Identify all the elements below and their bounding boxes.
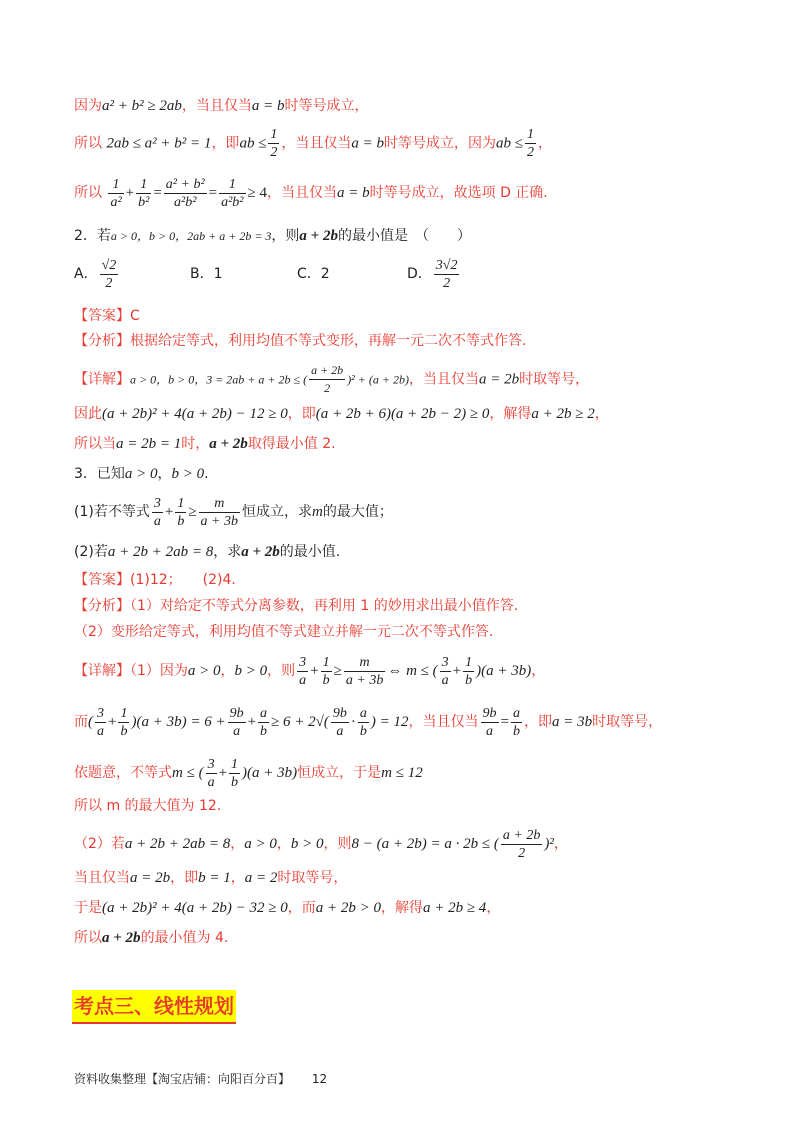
formula: b > 0 — [290, 836, 324, 852]
formula: (a + 2b + 6)(a + 2b − 2) ≥ 0 — [315, 406, 490, 422]
text: ，当且仅当 — [281, 135, 352, 152]
fraction: $\frac{1}{\text{b²}}$ — [138, 176, 150, 210]
fraction: $\frac{1}{2}$ — [527, 127, 535, 160]
formula: (a + 2b)² + 4(a + 2b) − 32 ≥ 0 — [102, 900, 288, 916]
formula: ab ≤ — [239, 135, 267, 152]
text: ，即 — [211, 135, 240, 152]
text: ， — [276, 836, 291, 852]
text: 时等号成立，因为 — [384, 135, 497, 152]
text: ，解得 — [380, 900, 423, 916]
text: 2．若 — [74, 228, 111, 244]
formula: a + 2b ≥ 4 — [422, 900, 487, 916]
text: 所以 — [74, 185, 102, 201]
text: 时取等号， — [277, 870, 348, 886]
fraction: $\frac{1}{b}$ — [465, 654, 473, 688]
text: 的最小值是 （ ） — [337, 228, 471, 244]
fraction: $\frac{1}{b}$ — [231, 756, 239, 790]
text: . — [204, 466, 209, 482]
fraction: $\frac{a + 2b}{2}$ — [311, 363, 344, 395]
text: 恒成立，于是 — [297, 765, 382, 781]
text: （2）若 — [74, 836, 125, 852]
answer-3: 【答案】(1)12； (2)4. — [74, 572, 236, 588]
text: 时取等号， — [592, 714, 663, 730]
text: ，求 — [213, 544, 242, 560]
question-3-part-1: (1)若不等式 $\frac{3}{a}$ + $\frac{1}{b}$ ≥ $\frac{m}{a + 3b}$ 恒成立，求m的最大值； — [74, 495, 393, 529]
text: 取得最小值 2. — [247, 436, 336, 452]
detail-3-line-2: 而( $\frac{3}{a}$ + $\frac{1}{b}$ )(a + 3b) = 6 + $\frac{9b}{a}$ + $\frac{a}{b}$ ≥ 6 + 2√( $\frac{9b}{a}$ · $\frac{a}{b}$ ) = 12，当且仅当 $\frac{9b}{a}$ = $\frac{a}{b}$ ，即a = 3b时取等号， — [74, 705, 663, 739]
text: 时取等号， — [519, 371, 590, 388]
text: 依题意，不等式 — [74, 765, 172, 781]
formula: b = 1 — [198, 870, 231, 886]
text: (2)若 — [74, 544, 108, 560]
formula: a + 2b + 2ab = 8 — [124, 836, 231, 852]
formula: a = 3b — [551, 714, 593, 730]
formula: a > 0 — [187, 663, 221, 679]
footer-text: 资料收集整理【淘宝店铺：向阳百分百】 — [74, 1072, 291, 1086]
text: ，则 — [323, 836, 352, 852]
detail-3-line-8 — [74, 928, 740, 948]
fraction: $\frac{9b}{a}$ — [229, 705, 244, 739]
text: 时等号成立，故选项 D 正确. — [369, 185, 548, 201]
detail-3-line-7 — [74, 898, 740, 918]
text: 时， — [181, 436, 210, 452]
detail-3-line-6 — [74, 868, 740, 888]
option-a: A． — [74, 266, 98, 282]
formula: m — [312, 504, 323, 520]
solution-line-1 — [74, 96, 740, 116]
fraction: $\frac{m}{a + 3b}$ — [200, 495, 238, 529]
text: ，则 — [271, 228, 300, 244]
question-3-part-2 — [74, 542, 740, 562]
analysis-3: 【分析】（1）对给定不等式分离参数，再利用 1 的妙用求出最小值作答. — [74, 598, 519, 614]
text: 所以当 — [74, 436, 116, 452]
detail-3-line-4: 所以 m 的最大值为 12. — [74, 798, 222, 814]
formula: a = b — [251, 98, 285, 114]
formula: 2ab ≤ a² + b² = 1 — [106, 135, 212, 152]
text: ，而 — [287, 900, 316, 916]
detail-3-line-1: 【详解】（1）因为a > 0，b > 0，则 $\frac{3}{a}$ + $\frac{1}{b}$ ≥ $\frac{m}{a + 3b}$ ⇔ m ≤ ( $\frac{3}{a}$ + $\frac{1}{b}$ )(a + 3b)， — [74, 654, 546, 688]
fraction: $\frac{3}{a}$ — [441, 654, 449, 688]
question-2 — [74, 226, 740, 246]
formula: a = 2b — [130, 870, 171, 886]
detail-2-line-2 — [74, 404, 740, 424]
text: ，即 — [170, 870, 199, 886]
option-c: C．2 — [297, 266, 330, 282]
detail-2-line-3 — [74, 434, 740, 454]
text: ，即 — [523, 714, 552, 730]
text: 当且仅当 — [74, 870, 130, 886]
text: 的最大值； — [322, 504, 393, 520]
text: ， — [531, 663, 546, 679]
formula: a > 0 — [124, 466, 158, 482]
text: ，当且仅当 — [181, 98, 252, 114]
formula: a = 2b = 1 — [116, 436, 182, 452]
text: 恒成立，求 — [242, 504, 312, 520]
formula: a + 2b + 2ab = 8 — [107, 544, 214, 560]
text: 于是 — [74, 900, 102, 916]
text: 的最小值为 4. — [140, 930, 229, 946]
fraction: $\frac{3}{a}$ — [299, 654, 307, 688]
text: ， — [230, 870, 245, 886]
formula: a > 0，b > 0，3 = 2ab + a + 2b ≤ ( — [130, 372, 308, 387]
formula: a + 2b — [241, 544, 280, 560]
formula: (a + 2b)² + 4(a + 2b) − 12 ≥ 0 — [102, 406, 288, 422]
fraction: $\frac{1}{2}$ — [270, 127, 278, 160]
formula: b > 0 — [234, 663, 268, 679]
fraction: $\frac{3}{a}$ — [153, 495, 161, 529]
text: ， — [220, 663, 235, 679]
formula: ab ≤ — [496, 135, 524, 152]
solution-line-2 — [74, 126, 740, 161]
text: 的最小值. — [279, 544, 341, 560]
formula: a = 2b — [478, 371, 520, 388]
text: 时等号成立， — [284, 98, 369, 114]
text: ，当且仅当 — [267, 185, 337, 201]
detail-3-line-3: 依题意，不等式m ≤ ( $\frac{3}{a}$ + $\frac{1}{b}$ )(a + 3b)恒成立，于是m ≤ 12 — [74, 756, 423, 790]
option-b: B．1 — [190, 266, 223, 282]
question-3 — [74, 464, 740, 484]
page-number: 12 — [311, 1072, 328, 1086]
fraction: $\frac{a}{b}$ — [359, 705, 367, 739]
formula: a = 2 — [244, 870, 278, 886]
text: 因此 — [74, 406, 102, 422]
formula: a = b — [351, 135, 385, 152]
formula: a + 2b — [102, 930, 141, 946]
formula: b > 0 — [171, 466, 205, 482]
text: 因为 — [74, 98, 102, 114]
fraction: $\frac{√2}{2}$ — [101, 257, 117, 291]
fraction: $\frac{1}{b}$ — [120, 705, 128, 739]
formula: )² + (a + 2b) — [347, 372, 409, 387]
fraction: $\frac{1}{b}$ — [322, 654, 330, 688]
analysis-2: 【分析】根据给定等式，利用均值不等式变形，再解一元二次不等式作答. — [74, 333, 527, 349]
fraction: $\frac{1}{\text{a²b²}}$ — [221, 176, 244, 210]
fraction: $\frac{3}{a}$ — [207, 756, 215, 790]
formula: a > 0 — [244, 836, 277, 852]
text: ， — [538, 135, 553, 152]
fraction: $\frac{3}{a}$ — [97, 705, 104, 739]
fraction: $\frac{a}{b}$ — [260, 705, 268, 739]
detail-2-line-1 — [74, 362, 740, 397]
formula: m ≤ 12 — [381, 765, 423, 781]
text: ， — [230, 836, 245, 852]
text: 所以 — [74, 930, 102, 946]
formula: a > 0，b > 0，2ab + a + 2b = 3 — [110, 229, 272, 243]
text: 所以 — [74, 135, 102, 152]
page-footer — [74, 1070, 327, 1087]
formula: a = b — [337, 185, 370, 201]
solution-line-3: 所以 $\frac{1}{\text{a²}}$ + $\frac{1}{\text{b²}}$ = $\frac{\text{a² + b²}}{\text{a²b²}}$ = $\frac{1}{\text{a²b²}}$ ≥ 4，当且仅当a = b时等号成立，故选项 D 正确. — [74, 176, 548, 210]
fraction: $\frac{1}{b}$ — [177, 495, 185, 529]
option-d: D． $\frac{3√2}{2}$ — [407, 257, 458, 291]
text: ， — [594, 406, 609, 422]
fraction: $\frac{9b}{a}$ — [482, 705, 497, 739]
formula: a + 2b — [209, 436, 248, 452]
section-heading: 考点三、线性规划 — [72, 990, 236, 1024]
detail-3-line-5: （2）若a + 2b + 2ab = 8，a > 0，b > 0，则8 − (a + 2b) = a · 2b ≤ ( $\frac{a + 2b}{2}$ )²， — [74, 827, 568, 861]
fraction: $\frac{9b}{a}$ — [332, 705, 347, 739]
text: 【详解】 — [74, 371, 130, 388]
text: ，解得 — [489, 406, 532, 422]
answer-2: 【答案】C — [74, 308, 140, 324]
fraction: $\frac{m}{a + 3b}$ — [345, 654, 384, 688]
fraction: $\frac{a + 2b}{2}$ — [502, 827, 541, 861]
fraction: $\frac{a}{b}$ — [512, 705, 520, 739]
text: ，当且仅当 — [408, 371, 479, 388]
formula: a + 2b — [299, 228, 338, 244]
text: ，则 — [267, 663, 296, 679]
text: 3．已知 — [74, 466, 125, 482]
formula: a + 2b > 0 — [315, 900, 381, 916]
text: 【详解】（1）因为 — [74, 663, 188, 679]
analysis-3b: （2）变形给定等式，利用均值不等式建立并解一元二次不等式作答. — [74, 624, 494, 640]
text: ，即 — [287, 406, 316, 422]
question-2-options — [74, 256, 740, 292]
formula: a² + b² ≥ 2ab — [102, 98, 182, 114]
text: (1)若不等式 — [74, 504, 150, 520]
formula: a + 2b ≥ 2 — [531, 406, 595, 422]
text: 而 — [74, 714, 88, 730]
text: ， — [486, 900, 501, 916]
fraction: $\frac{\text{a² + b²}}{\text{a²b²}}$ — [165, 176, 205, 210]
text: ， — [157, 466, 172, 482]
text: ，当且仅当 — [408, 714, 479, 730]
fraction: $\frac{3√2}{2}$ — [435, 257, 458, 291]
fraction: $\frac{1}{\text{a²}}$ — [110, 176, 122, 210]
